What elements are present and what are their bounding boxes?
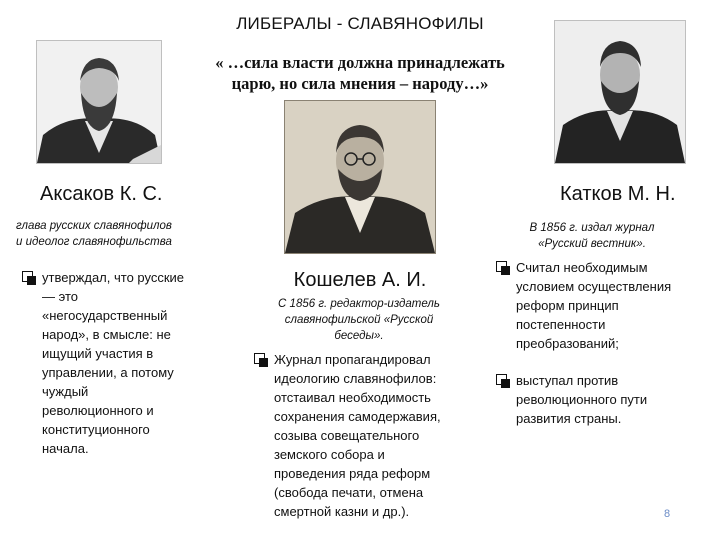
- koshelev-bullet-line: сохранения самодержавия,: [274, 409, 441, 424]
- aksakov-bullet-line: управлении, а потому: [42, 365, 174, 380]
- portrait-aksakov-image: [37, 41, 161, 163]
- koshelev-bullet-line: смертной казни и др.).: [274, 504, 410, 519]
- katkov-bullet-line: постепенности: [516, 317, 606, 332]
- katkov-bullet-line: преобразований;: [516, 336, 619, 351]
- aksakov-bullet-line: конституционного: [42, 422, 150, 437]
- katkov-role-line-2: «Русский вестник».: [538, 238, 646, 250]
- koshelev-role-line-3: беседы».: [334, 330, 384, 342]
- square-bullet-icon: [254, 353, 265, 364]
- aksakov-bullet: [22, 268, 222, 458]
- katkov-role: [494, 220, 690, 252]
- katkov-bullet: [496, 258, 702, 353]
- aksakov-name: Аксаков К. С.: [40, 183, 163, 205]
- square-bullet-icon: [496, 261, 507, 272]
- slide-title: ЛИБЕРАЛЫ - СЛАВЯНОФИЛЫ: [236, 14, 484, 33]
- koshelev-bullet: [254, 350, 480, 521]
- koshelev-role-line-1: С 1856 г. редактор-издатель: [278, 298, 440, 310]
- aksakov-bullet-line: чуждый: [42, 384, 89, 399]
- square-bullet-icon: [22, 271, 33, 282]
- quote-line-2: царю, но сила мнения – народу…»: [231, 74, 489, 93]
- quote-line-1: « …сила власти должна принадлежать: [215, 53, 505, 72]
- katkov-bullet-line: Считал необходимым: [516, 260, 648, 275]
- katkov-bullet-line: реформ принцип: [516, 298, 619, 313]
- koshelev-bullet-line: отстаивал необходимость: [274, 390, 431, 405]
- koshelev-role: [246, 296, 472, 344]
- portrait-katkov: [554, 20, 686, 164]
- katkov-bullet: [496, 371, 702, 428]
- katkov-bullet-line: революционного пути: [516, 392, 648, 407]
- aksakov-bullet-line: народ», в смысле: не: [42, 327, 171, 342]
- aksakov-bullet-line: начала.: [42, 441, 89, 456]
- katkov-bullets: [496, 258, 702, 428]
- katkov-bullet-line: развития страны.: [516, 411, 622, 426]
- slide-quote: [160, 52, 560, 94]
- aksakov-bullet-line: — это: [42, 289, 78, 304]
- aksakov-role-line-2: и идеолог славянофильства: [16, 236, 172, 248]
- aksakov-bullets: [22, 268, 222, 458]
- aksakov-bullet-line: ищущий участия в: [42, 346, 154, 361]
- aksakov-role: [16, 218, 236, 250]
- portrait-koshelev-image: [285, 101, 435, 253]
- square-bullet-icon: [496, 374, 507, 385]
- aksakov-bullet-line: утверждал, что русские: [42, 270, 185, 285]
- koshelev-bullet-line: идеологию славянофилов:: [274, 371, 437, 386]
- katkov-bullet-line: условием осуществления: [516, 279, 672, 294]
- portrait-katkov-image: [555, 21, 685, 163]
- katkov-bullet-line: выступал против: [516, 373, 619, 388]
- koshelev-bullet-line: созыва совещательного: [274, 428, 420, 443]
- koshelev-name: Кошелев А. И.: [293, 269, 427, 291]
- koshelev-bullet-line: (свобода печати, отмена: [274, 485, 424, 500]
- koshelev-bullets: [254, 350, 480, 521]
- katkov-role-line-1: В 1856 г. издал журнал: [529, 222, 655, 234]
- koshelev-bullet-line: Журнал пропагандировал: [274, 352, 431, 367]
- koshelev-role-line-2: славянофильской «Русской: [284, 314, 434, 326]
- koshelev-bullet-line: проведения ряда реформ: [274, 466, 431, 481]
- page-number: 8: [664, 508, 671, 520]
- aksakov-bullet-line: «негосударственный: [42, 308, 168, 323]
- portrait-aksakov: [36, 40, 162, 164]
- portrait-koshelev: [284, 100, 436, 254]
- katkov-name: Катков М. Н.: [560, 183, 676, 205]
- aksakov-bullet-line: революционного и: [42, 403, 154, 418]
- aksakov-role-line-1: глава русских славянофилов: [16, 220, 172, 232]
- koshelev-bullet-line: земского собора и: [274, 447, 385, 462]
